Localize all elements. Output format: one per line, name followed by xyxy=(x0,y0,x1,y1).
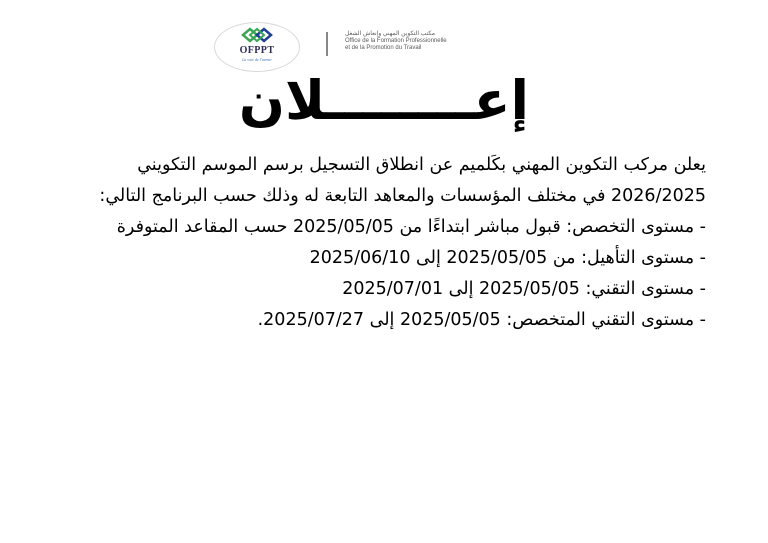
logo-tagline: La voie de l'avenir xyxy=(242,57,272,62)
org-name xyxy=(345,31,565,52)
schedule-item-technician: - مستوى التقني: 2025/05/05 إلى 2025/07/01 xyxy=(342,279,706,299)
schedule-item-specialized-technician: - مستوى التقني المتخصص: 2025/05/05 إلى 2025/07/27. xyxy=(257,310,706,330)
org-name-arabic: مكتب التكوين المهني وإنعاش الشغل xyxy=(345,31,435,37)
schedule-list xyxy=(60,212,706,336)
logo-text: OFPPT xyxy=(239,45,275,56)
intro-paragraph: يعلن مركب التكوين المهني بكَلميم عن انطلاق التسجيل برسم الموسم التكويني 2026/2025 في مختلف المؤسسات والمعاهد التابعة له وذلك حسب البرنامج التالي: xyxy=(99,155,706,206)
announcement-body xyxy=(60,150,706,336)
header xyxy=(214,22,554,70)
header-divider xyxy=(326,32,328,56)
schedule-item-specialization: - مستوى التخصص: قبول مباشر ابتداءًا من 2025/05/05 حسب المقاعد المتوفرة xyxy=(116,217,706,237)
schedule-item-qualification: - مستوى التأهيل: من 2025/05/05 إلى 2025/06/10 xyxy=(309,248,706,268)
org-name-french-line1: Office de la Formation Professionnelle xyxy=(345,38,447,44)
announcement-title: إعــــــــلان xyxy=(238,69,530,132)
org-name-french-line2: et de la Promotion du Travail xyxy=(345,45,422,51)
